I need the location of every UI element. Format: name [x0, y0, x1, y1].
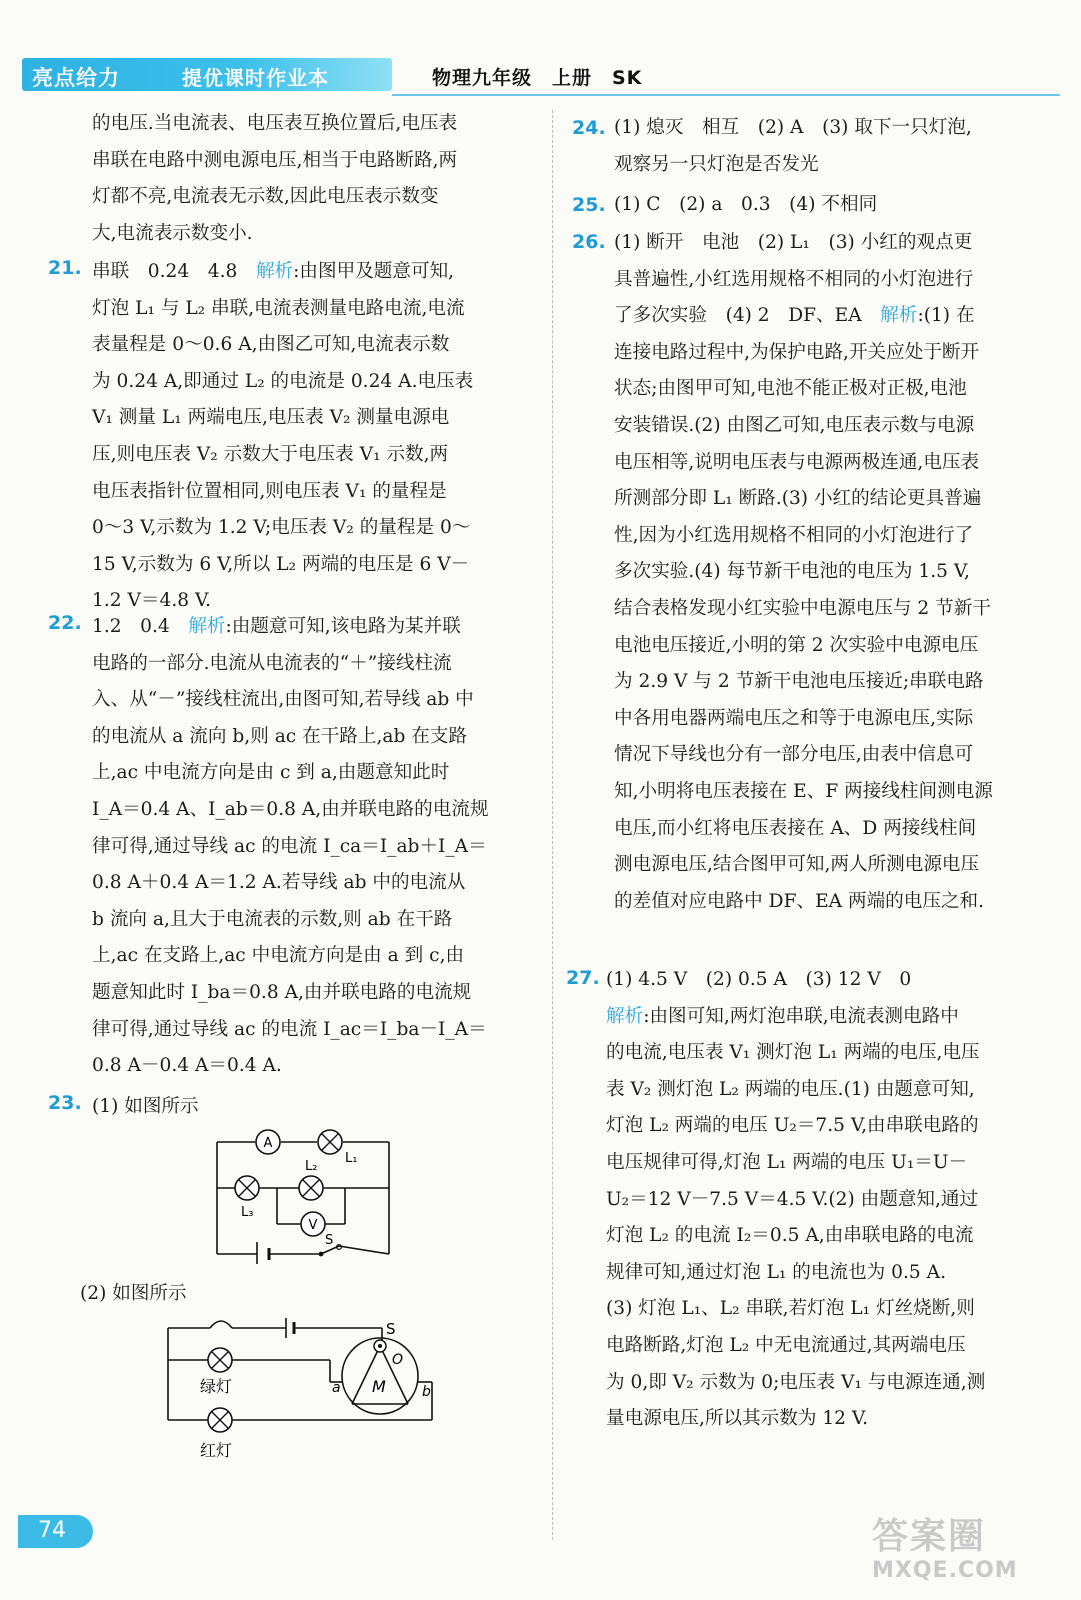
page-number: 74	[38, 1518, 66, 1543]
text-segment: 具普遍性,小红选用规格不相同的小灯泡进行	[614, 268, 974, 290]
analysis-label: 解析	[606, 1005, 644, 1027]
text-line	[92, 1012, 524, 1049]
text-line	[92, 437, 524, 474]
text-segment: :由题意可知,该电路为某并联	[225, 616, 461, 637]
question-number-21: 21.	[48, 257, 82, 279]
svg-text:L₂: L₂	[305, 1159, 318, 1174]
text-line	[606, 1401, 1050, 1438]
column-divider	[552, 110, 553, 1540]
text-line	[92, 719, 524, 756]
text-segment: 表 V₂ 测灯泡 L₂ 两端的电压.(1) 由题意可知,	[606, 1078, 975, 1100]
text-line	[92, 792, 524, 829]
text-line	[92, 106, 522, 143]
answer-23-part2	[80, 1276, 187, 1313]
text-segment: 0.8 A－0.4 A＝0.4 A.	[92, 1055, 282, 1077]
analysis-label: 解析	[880, 305, 918, 327]
circuit-diagram-1	[205, 1128, 405, 1264]
text-segment: 量电源电压,所以其示数为 12 V.	[606, 1408, 869, 1430]
header-subject: 物理九年级 上册 SK	[432, 67, 643, 89]
text-segment: 的电流从 a 流向 b,则 ac 在干路上,ab 在支路	[92, 725, 468, 747]
svg-text:V: V	[308, 1218, 318, 1233]
text-line	[614, 371, 1050, 408]
text-segment: 灯泡 L₂ 的电流 I₂＝0.5 A,由串联电路的电流	[606, 1225, 974, 1247]
text-line	[92, 547, 524, 584]
text-line	[92, 902, 524, 939]
text-line	[606, 1218, 1050, 1255]
text-segment: (1) 断开 电池 (2) L₁ (3) 小红的观点更	[614, 232, 973, 253]
watermark	[872, 1508, 1018, 1583]
text-segment: 的电流,电压表 V₁ 测灯泡 L₁ 两端的电压,电压	[606, 1042, 980, 1064]
lamp-l2-icon	[299, 1176, 323, 1200]
svg-text:b: b	[422, 1384, 431, 1400]
text-segment: 了多次实验 (4) 2 DF、EA	[614, 305, 881, 327]
text-line	[606, 1035, 1050, 1072]
text-segment: 灯泡 L₂ 两端的电压 U₂＝7.5 V,由串联电路的	[606, 1115, 979, 1137]
text-line	[92, 646, 524, 683]
text-line	[92, 865, 524, 902]
header-series: 提优课时作业本	[182, 66, 329, 90]
text-line	[92, 327, 524, 364]
text-line	[92, 1048, 524, 1085]
text-segment: 压,则电压表 V₂ 示数大于电压表 V₁ 示数,两	[92, 443, 449, 465]
text-segment: (1) 熄灭 相互 (2) A (3) 取下一只灯泡,	[614, 117, 972, 138]
text-line	[92, 829, 524, 866]
text-line	[614, 664, 1050, 701]
question-number-24: 24.	[572, 117, 606, 139]
svg-text:S: S	[325, 1233, 334, 1248]
text-line	[606, 1291, 1050, 1328]
svg-text:O: O	[392, 1352, 404, 1368]
text-segment: 观察另一只灯泡是否发光	[614, 153, 819, 175]
text-segment: 情况下导线也分有一部分电压,由表中信息可	[614, 744, 974, 766]
text-segment: 连接电路过程中,为保护电路,开关应处于断开	[614, 341, 980, 363]
question-number-22: 22.	[48, 612, 82, 634]
svg-text:绿灯: 绿灯	[200, 1377, 233, 1396]
svg-text:红灯: 红灯	[200, 1441, 233, 1460]
question-number-26: 26.	[572, 231, 606, 253]
text-segment: 中各用电器两端电压之和等于电源电压,实际	[614, 707, 974, 729]
svg-text:M: M	[372, 1377, 386, 1396]
text-segment: I_A＝0.4 A、I_ab＝0.8 A,由并联电路的电流规	[92, 798, 489, 820]
text-segment: 律可得,通过导线 ac 的电流 I_ac＝I_ba－I_A＝	[92, 1018, 487, 1040]
text-line	[606, 1182, 1050, 1219]
text-line	[614, 225, 1050, 262]
answer-23-part1-text: (1) 如图所示	[92, 1096, 199, 1117]
text-line	[92, 682, 524, 719]
text-line	[92, 609, 524, 646]
text-segment: 上,ac 中电流方向是由 c 到 a,由题意知此时	[92, 762, 450, 784]
text-line	[606, 1145, 1050, 1182]
circuit-diagram-2	[160, 1310, 450, 1470]
text-segment: 电压,而小红将电压表接在 A、D 两接线柱间	[614, 817, 977, 839]
text-segment: 入、从“－”接线柱流出,由图可知,若导线 ab 中	[92, 689, 474, 711]
text-line	[614, 847, 1050, 884]
text-segment: :由图甲及题意可知,	[293, 261, 455, 282]
text-segment: 知,小明将电压表接在 E、F 两接线柱间测电源	[614, 780, 993, 802]
text-segment: 电压表指针位置相同,则电压表 V₁ 的量程是	[92, 480, 447, 502]
text-line	[614, 884, 1050, 921]
text-line	[92, 938, 524, 975]
analysis-label: 解析	[255, 261, 294, 282]
text-line	[614, 701, 1050, 738]
text-segment: 串联在电路中测电源电压,相当于电路断路,两	[92, 149, 458, 171]
answer-25	[614, 187, 1050, 224]
text-line	[92, 216, 522, 253]
answer-23-part1	[92, 1089, 199, 1126]
text-line	[92, 143, 522, 180]
text-line	[92, 364, 524, 401]
answer-26	[614, 225, 1050, 920]
text-segment: 结合表格发现小红实验中电源电压与 2 节新干	[614, 597, 991, 619]
text-segment: 1.2 0.4	[92, 616, 189, 637]
lamp-l1-icon	[318, 1130, 342, 1154]
text-segment: 律可得,通过导线 ac 的电流 I_ca＝I_ab＋I_A＝	[92, 835, 487, 857]
question-number-25: 25.	[572, 194, 606, 216]
text-line	[92, 975, 524, 1012]
text-segment: 1.2 V＝4.8 V.	[92, 590, 212, 612]
text-line	[606, 1255, 1050, 1292]
text-line	[614, 481, 1050, 518]
analysis-label: 解析	[188, 616, 226, 637]
watermark-site: MXQE.COM	[872, 1558, 1018, 1583]
text-segment: 电路断路,灯泡 L₂ 中无电流通过,其两端电压	[606, 1334, 966, 1356]
svg-text:L₃: L₃	[241, 1205, 254, 1220]
header-brand: 亮点给力	[32, 66, 120, 90]
text-line	[606, 962, 1050, 999]
text-line	[614, 591, 1050, 628]
red-lamp-icon	[208, 1408, 232, 1432]
text-line	[614, 335, 1050, 372]
watermark-main: 答案圈	[872, 1516, 987, 1557]
text-segment: :由图可知,两灯泡串联,电流表测电路中	[643, 1005, 959, 1027]
text-segment: 的电压.当电流表、电压表互换位置后,电压表	[92, 113, 458, 134]
text-segment: 0～3 V,示数为 1.2 V;电压表 V₂ 的量程是 0～	[92, 517, 471, 539]
text-line	[614, 774, 1050, 811]
text-line	[92, 400, 524, 437]
svg-text:A: A	[263, 1136, 273, 1151]
text-line	[614, 147, 1050, 184]
text-segment: :(1) 在	[917, 305, 975, 327]
text-segment: 电压规律可得,灯泡 L₁ 两端的电压 U₁＝U－	[606, 1151, 968, 1173]
text-segment: 为 0,即 V₂ 示数为 0;电压表 V₁ 与电源连通,测	[606, 1371, 986, 1393]
text-segment: 测电源电压,结合图甲可知,两人所测电源电压	[614, 854, 980, 876]
text-line	[614, 518, 1050, 555]
text-line	[92, 291, 524, 328]
text-line	[614, 262, 1050, 299]
text-segment: 电压相等,说明电压表与电源两极连通,电压表	[614, 451, 980, 473]
svg-text:L₁: L₁	[345, 1151, 358, 1166]
text-line	[606, 1072, 1050, 1109]
answer-23-part2-text: (2) 如图所示	[80, 1283, 187, 1304]
answer-27	[606, 962, 1050, 1438]
text-segment: 为 0.24 A,即通过 L₂ 的电流是 0.24 A.电压表	[92, 370, 474, 392]
green-lamp-icon	[208, 1348, 232, 1372]
svg-text:a: a	[332, 1380, 341, 1396]
text-segment: 表量程是 0～0.6 A,由图乙可知,电流表示数	[92, 334, 450, 356]
text-line	[606, 999, 1050, 1036]
text-segment: 规律可知,通过灯泡 L₁ 的电流也为 0.5 A.	[606, 1261, 946, 1283]
text-line	[614, 628, 1050, 665]
answer-22	[92, 609, 524, 1085]
text-segment: 题意知此时 I_ba＝0.8 A,由并联电路的电流规	[92, 981, 472, 1003]
text-segment: 0.8 A＋0.4 A＝1.2 A.若导线 ab 中的电流从	[92, 872, 466, 894]
text-segment: 上,ac 在支路上,ac 中电流方向是由 a 到 c,由	[92, 945, 465, 967]
text-line	[614, 811, 1050, 848]
text-segment: 灯都不亮,电流表无示数,因此电压表示数变	[92, 186, 439, 208]
text-segment: 的差值对应电路中 DF、EA 两端的电压之和.	[614, 890, 985, 912]
text-segment: (1) C (2) a 0.3 (4) 不相同	[614, 194, 878, 215]
text-segment: 多次实验.(4) 每节新干电池的电压为 1.5 V,	[614, 561, 970, 583]
text-line	[92, 474, 524, 511]
text-line	[606, 1328, 1050, 1365]
svg-text:S: S	[386, 1320, 396, 1338]
text-line	[92, 179, 522, 216]
text-line	[614, 187, 1050, 224]
text-segment: 大,电流表示数变小.	[92, 222, 253, 244]
text-segment: 电池电压接近,小明的第 2 次实验中电源电压	[614, 634, 979, 656]
answer-continuation	[92, 106, 522, 252]
text-line	[614, 298, 1050, 335]
text-segment: 状态;由图甲可知,电池不能正极对正极,电池	[614, 378, 967, 400]
lamp-l3-icon	[235, 1176, 259, 1200]
text-segment: V₁ 测量 L₁ 两端电压,电压表 V₂ 测量电源电	[92, 407, 450, 429]
text-line	[606, 1108, 1050, 1145]
text-line	[92, 254, 524, 291]
text-segment: 灯泡 L₁ 与 L₂ 串联,电流表测量电路电流,电流	[92, 297, 465, 319]
text-segment: b 流向 a,且大于电流表的示数,则 ab 在干路	[92, 908, 453, 930]
text-segment: U₂＝12 V－7.5 V＝4.5 V.(2) 由题意知,通过	[606, 1188, 979, 1210]
answer-21	[92, 254, 524, 620]
answer-24	[614, 110, 1050, 183]
text-line	[614, 737, 1050, 774]
text-segment: 所测部分即 L₁ 断路.(3) 小红的结论更具普遍	[614, 488, 982, 510]
text-line	[614, 110, 1050, 147]
header-rule	[392, 94, 1060, 96]
text-segment: 串联 0.24 4.8	[92, 261, 256, 282]
text-segment: 性,因为小红选用规格不相同的小灯泡进行了	[614, 524, 974, 546]
text-segment: 为 2.9 V 与 2 节新干电池电压接近;串联电路	[614, 671, 984, 693]
text-segment: (3) 灯泡 L₁、L₂ 串联,若灯泡 L₁ 灯丝烧断,则	[606, 1298, 975, 1320]
text-segment: (1) 4.5 V (2) 0.5 A (3) 12 V 0	[606, 969, 912, 990]
text-segment: 15 V,示数为 6 V,所以 L₂ 两端的电压是 6 V－	[92, 553, 470, 575]
text-line	[614, 445, 1050, 482]
text-line	[614, 408, 1050, 445]
text-segment: 安装错误.(2) 由图乙可知,电压表示数与电源	[614, 414, 975, 436]
question-number-27: 27.	[566, 967, 600, 989]
text-line	[92, 755, 524, 792]
question-number-23: 23.	[48, 1092, 82, 1114]
text-line	[92, 510, 524, 547]
text-segment: 电路的一部分.电流从电流表的“＋”接线柱流	[92, 652, 452, 674]
text-line	[614, 554, 1050, 591]
text-line	[606, 1365, 1050, 1402]
